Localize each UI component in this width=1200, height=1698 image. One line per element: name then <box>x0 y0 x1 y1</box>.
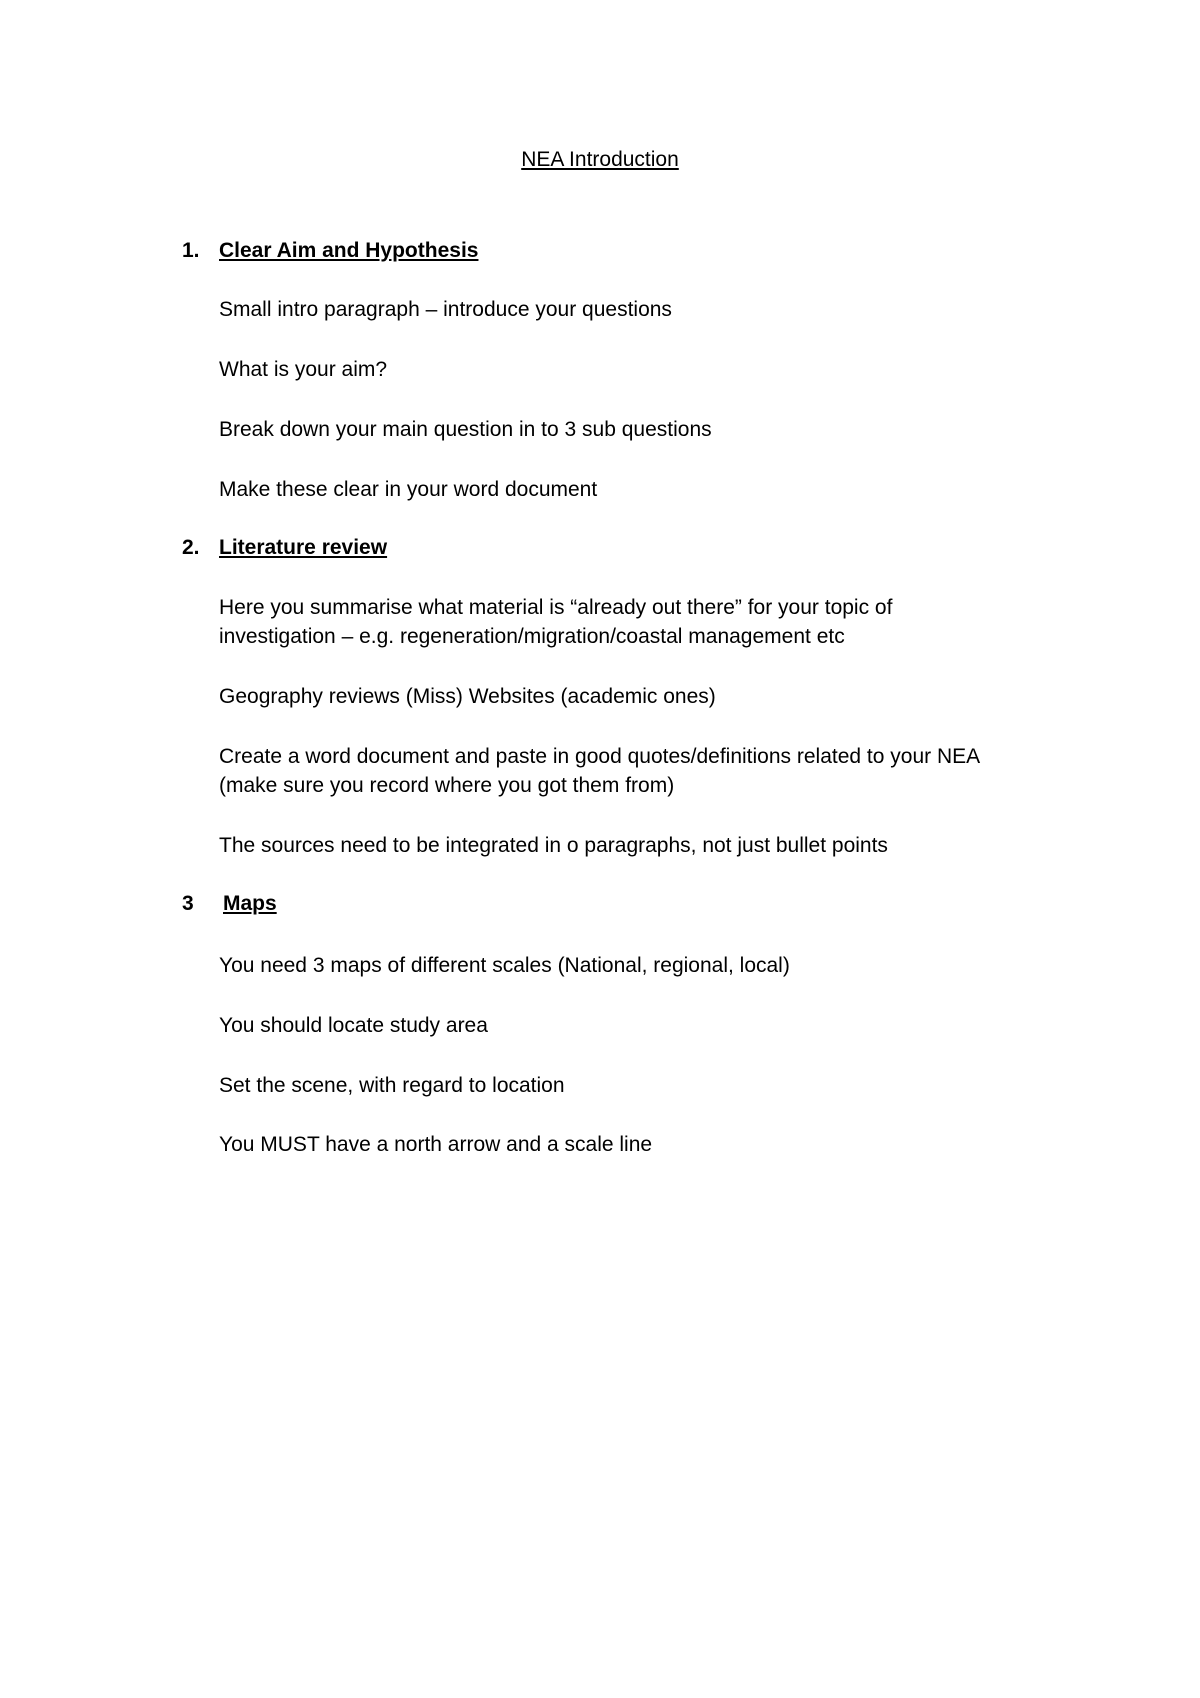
section-title: Literature review <box>219 536 388 559</box>
paragraph: Geography reviews (Miss) Websites (academic ones) <box>219 685 716 708</box>
paragraph: You should locate study area <box>219 1014 488 1037</box>
paragraph: You need 3 maps of different scales (National, regional, local) <box>219 954 790 977</box>
paragraph: Small intro paragraph – introduce your questions <box>219 298 672 321</box>
section-heading-literature-review <box>182 535 387 561</box>
section-number: 3 <box>182 892 194 915</box>
paragraph: Break down your main question in to 3 sub questions <box>219 418 712 441</box>
section-heading-aim <box>182 238 478 264</box>
paragraph: Make these clear in your word document <box>219 478 598 501</box>
paragraph: (make sure you record where you got them from) <box>219 774 675 797</box>
paragraph: Set the scene, with regard to location <box>219 1074 565 1097</box>
paragraph: You MUST have a north arrow and a scale line <box>219 1133 653 1156</box>
paragraph: Here you summarise what material is “already out there” for your topic of <box>219 596 893 619</box>
paragraph: The sources need to be integrated in o paragraphs, not just bullet points <box>219 834 888 857</box>
section-number: 2. <box>182 536 200 559</box>
document-title: NEA Introduction <box>521 148 679 171</box>
paragraph: Create a word document and paste in good quotes/definitions related to your NEA <box>219 745 981 768</box>
section-number: 1. <box>182 239 200 262</box>
paragraph: What is your aim? <box>219 358 388 381</box>
section-title: Clear Aim and Hypothesis <box>219 239 479 262</box>
section-title: Maps <box>223 892 277 915</box>
paragraph: investigation – e.g. regeneration/migration/coastal management etc <box>219 625 845 648</box>
section-heading-maps <box>182 891 277 917</box>
